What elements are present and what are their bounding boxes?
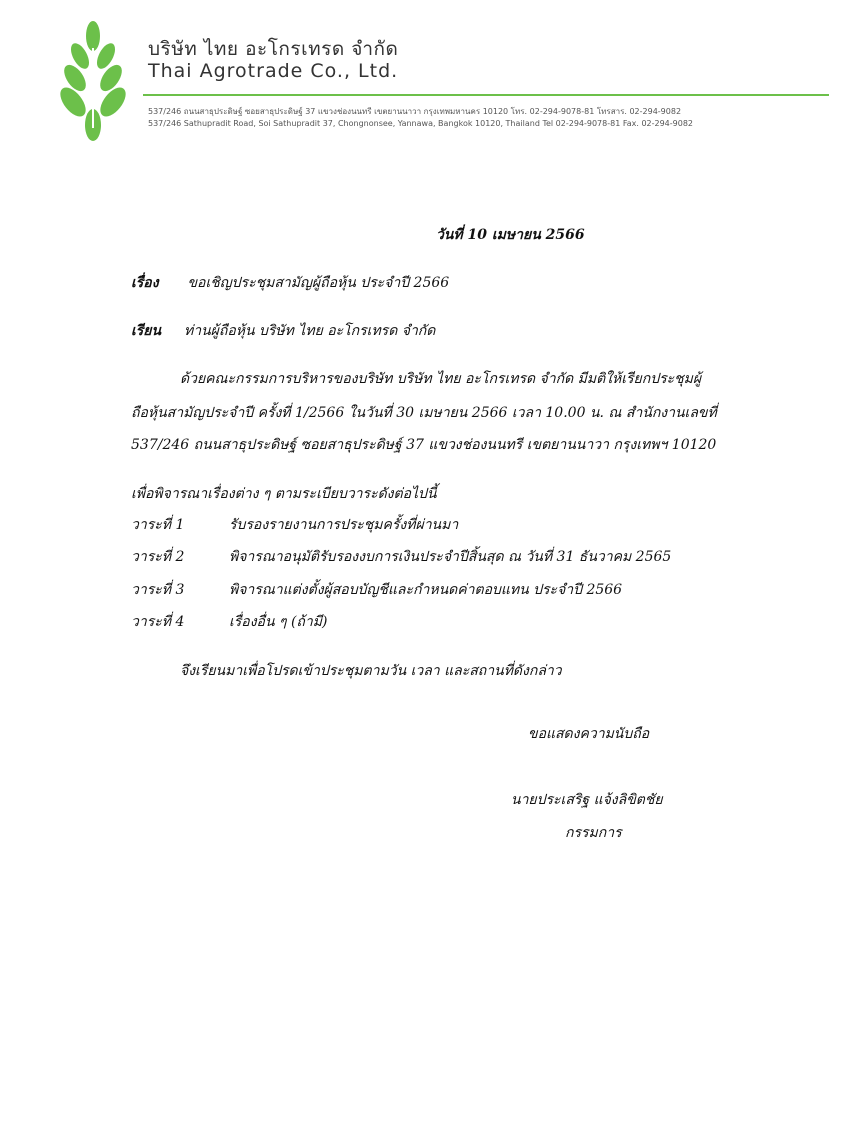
- company-logo-icon: [58, 20, 128, 142]
- agenda-number-1: วาระที่ 1: [131, 517, 185, 533]
- letterhead-divider: [143, 94, 829, 96]
- recipient-label: เรียน: [131, 323, 162, 339]
- agenda-item-1: รับรองรายงานการประชุมครั้งที่ผ่านมา: [229, 517, 459, 533]
- address-english: 537/246 Sathupradit Road, Soi Sathupradit 37, Chongnonsee, Yannawa, Bangkok 10120, Thailand Tel 02-294-9078-81 Fax. 02-294-9082: [148, 119, 694, 128]
- agenda-number-2: วาระที่ 2: [131, 549, 185, 565]
- letter-date: วันที่ 10 เมษายน 2566: [436, 227, 585, 243]
- signer-position: กรรมการ: [565, 825, 622, 841]
- company-name-thai: บริษัท ไทย อะโกรเทรด จำกัด: [148, 38, 399, 60]
- regards: ขอแสดงความนับถือ: [528, 726, 650, 742]
- subject-label: เรื่อง: [131, 275, 159, 291]
- body-line-1: ด้วยคณะกรรมการบริหารของบริษัท บริษัท ไทย อะโกรเทรด จำกัด มีมติให้เรียกประชุมผู้: [180, 371, 702, 387]
- body-line-2: ถือหุ้นสามัญประจำปี ครั้งที่ 1/2566 ในวันที่ 30 เมษายน 2566 เวลา 10.00 น. ณ สำนักงานเลขที่: [131, 405, 717, 421]
- closing-sentence: จึงเรียนมาเพื่อโปรดเข้าประชุมตามวัน เวลา และสถานที่ดังกล่าว: [180, 663, 562, 679]
- recipient-line: [131, 320, 435, 342]
- subject-text: ขอเชิญประชุมสามัญผู้ถือหุ้น ประจำปี 2566: [187, 275, 450, 291]
- recipient-text: ท่านผู้ถือหุ้น บริษัท ไทย อะโกรเทรด จำกัด: [183, 323, 436, 339]
- agenda-number-3: วาระที่ 3: [131, 582, 185, 598]
- agenda-item-3: พิจารณาแต่งตั้งผู้สอบบัญชีและกำหนดค่าตอบแทน ประจำปี 2566: [229, 582, 623, 598]
- agenda-item-4: เรื่องอื่น ๆ (ถ้ามี): [229, 614, 328, 630]
- agenda-item-2: พิจารณาอนุมัติรับรองงบการเงินประจำปีสิ้นสุด ณ วันที่ 31 ธันวาคม 2565: [229, 549, 672, 565]
- agenda-number-4: วาระที่ 4: [131, 614, 185, 630]
- subject-line: [131, 272, 449, 294]
- company-name-english: Thai Agrotrade Co., Ltd.: [148, 60, 399, 82]
- agenda-intro: เพื่อพิจารณาเรื่องต่าง ๆ ตามระเบียบวาระดังต่อไปนี้: [131, 486, 437, 502]
- signer-name: นายประเสริฐ แจ้งลิขิตชัย: [511, 792, 663, 808]
- address-thai: 537/246 ถนนสาธุประดิษฐ์ ซอยสาธุประดิษฐ์ 37 แขวงช่องนนทรี เขตยานนาวา กรุงเทพมหานคร 10120 โทร. 02-294-9078-81 โทรสาร. 02-294-9082: [148, 107, 682, 116]
- body-line-3: 537/246 ถนนสาธุประดิษฐ์ ซอยสาธุประดิษฐ์ 37 แขวงช่องนนทรี เขตยานนาวา กรุงเทพฯ 10120: [131, 437, 717, 453]
